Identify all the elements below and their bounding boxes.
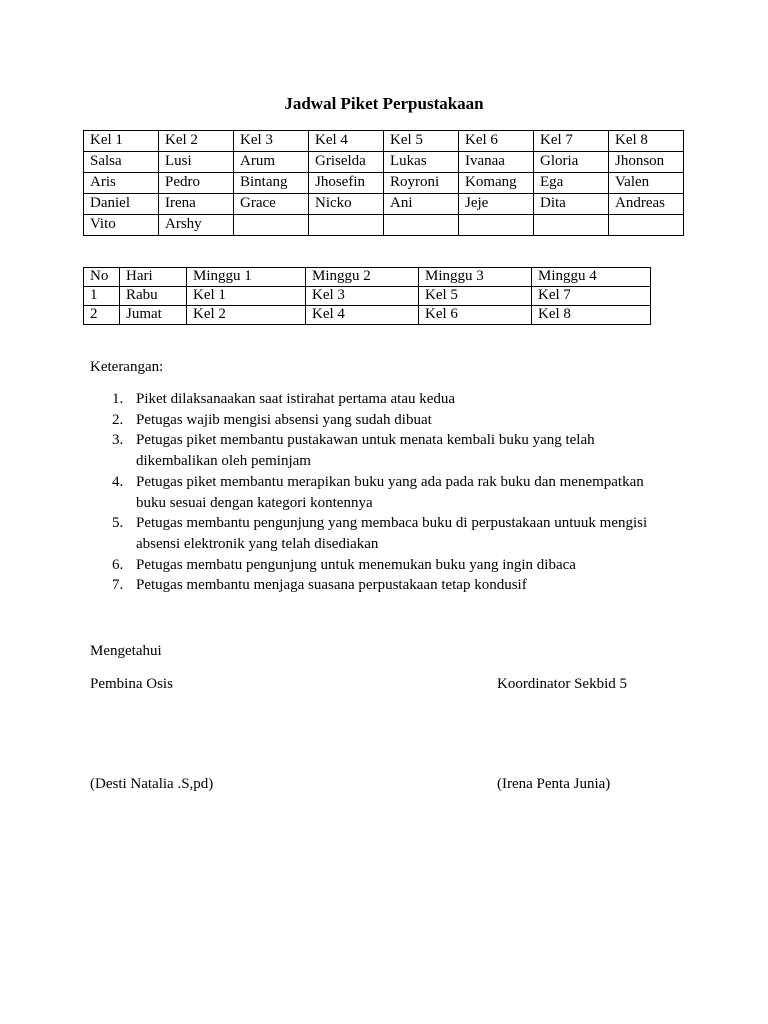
table-cell: Kel 3 (306, 287, 419, 306)
list-item-number: 5. (112, 515, 124, 532)
table-header-cell: Kel 8 (609, 131, 684, 152)
table-header-cell: Kel 7 (534, 131, 609, 152)
table-cell: Rabu (120, 287, 187, 306)
table-cell: Griselda (309, 152, 384, 173)
table-cell: Lukas (384, 152, 459, 173)
list-item-text: Petugas membantu menjaga suasana perpustakaan tetap kondusif (136, 577, 527, 594)
table-cell: Ani (384, 194, 459, 215)
table-cell: Bintang (234, 173, 309, 194)
table-row (84, 173, 684, 194)
table-cell: Kel 7 (532, 287, 651, 306)
table-header-cell: No (84, 268, 120, 287)
list-item-number: 6. (112, 556, 124, 573)
table-cell: Royroni (384, 173, 459, 194)
acknowledged-label: Mengetahui (90, 643, 162, 659)
table-cell: Grace (234, 194, 309, 215)
list-item (90, 555, 670, 576)
table-header-cell: Minggu 4 (532, 268, 651, 287)
table-cell: Lusi (159, 152, 234, 173)
table-cell: Pedro (159, 173, 234, 194)
table-row (84, 306, 651, 325)
table-cell (384, 215, 459, 236)
table-cell: Dita (534, 194, 609, 215)
table-cell: Jhonson (609, 152, 684, 173)
list-item-text: Piket dilaksanaakan saat istirahat pertama atau kedua (136, 391, 456, 407)
table-cell (534, 215, 609, 236)
list-item (90, 389, 670, 410)
table-cell: Kel 5 (419, 287, 532, 306)
notes-list (90, 389, 670, 596)
table-header-cell: Kel 3 (234, 131, 309, 152)
group-members-table (83, 130, 684, 236)
right-signer-role: Koordinator Sekbid 5 (497, 676, 627, 692)
list-item (90, 575, 670, 596)
table-header-row (84, 131, 684, 152)
table-cell: 2 (84, 306, 120, 325)
table-row (84, 194, 684, 215)
table-header-cell: Kel 5 (384, 131, 459, 152)
table-cell: 1 (84, 287, 120, 306)
table-cell: Kel 2 (187, 306, 306, 325)
list-item-number: 4. (112, 473, 124, 490)
table-cell: Jhosefin (309, 173, 384, 194)
table-cell (459, 215, 534, 236)
table-cell: Ivanaa (459, 152, 534, 173)
document-title: Jadwal Piket Perpustakaan (284, 94, 484, 113)
table-cell: Gloria (534, 152, 609, 173)
table-cell: Daniel (84, 194, 159, 215)
table-cell: Komang (459, 173, 534, 194)
list-item-number: 7. (112, 577, 124, 594)
table-cell: Kel 8 (532, 306, 651, 325)
table-header-row (84, 268, 651, 287)
table-header-cell: Kel 4 (309, 131, 384, 152)
table-cell: Salsa (84, 152, 159, 173)
table-cell: Andreas (609, 194, 684, 215)
list-item (90, 513, 670, 554)
list-item (90, 472, 670, 513)
table-header-cell: Minggu 3 (419, 268, 532, 287)
list-item (90, 430, 670, 471)
table-cell: Irena (159, 194, 234, 215)
table-cell (234, 215, 309, 236)
list-item-text: Petugas wajib mengisi absensi yang sudah dibuat (136, 411, 432, 428)
table-row (84, 287, 651, 306)
table-header-cell: Hari (120, 268, 187, 287)
list-item-text: Petugas piket membantu merapikan buku yang ada pada rak buku dan menempatkan buku sesuai dengan kategori kontennya (136, 473, 644, 511)
table-row (84, 152, 684, 173)
list-item-number: 1. (112, 391, 124, 407)
list-item-text: Petugas membantu pengunjung yang membaca buku di perpustakaan untuuk mengisi absensi elektronik yang telah disediakan (136, 515, 648, 552)
list-item-number: 2. (112, 411, 124, 428)
table-cell: Kel 6 (419, 306, 532, 325)
left-signer-name: (Desti Natalia .S,pd) (90, 776, 214, 792)
table-cell: Nicko (309, 194, 384, 215)
table-cell: Vito (84, 215, 159, 236)
table-cell: Valen (609, 173, 684, 194)
table-header-cell: Minggu 2 (306, 268, 419, 287)
table-cell: Kel 4 (306, 306, 419, 325)
table-row (84, 215, 684, 236)
list-item (90, 410, 670, 431)
table-header-cell: Kel 2 (159, 131, 234, 152)
table-cell: Arum (234, 152, 309, 173)
table-cell (609, 215, 684, 236)
notes-heading: Keterangan: (90, 359, 164, 375)
table-cell: Ega (534, 173, 609, 194)
right-signer-name: (Irena Penta Junia) (497, 776, 611, 792)
list-item-text: Petugas piket membantu pustakawan untuk menata kembali buku yang telah dikembalikan oleh peminjam (136, 432, 595, 470)
table-cell: Jumat (120, 306, 187, 325)
list-item-number: 3. (112, 432, 124, 449)
table-cell (309, 215, 384, 236)
left-signer-role: Pembina Osis (90, 676, 173, 692)
table-cell: Jeje (459, 194, 534, 215)
table-header-cell: Kel 6 (459, 131, 534, 152)
table-cell: Arshy (159, 215, 234, 236)
table-cell: Kel 1 (187, 287, 306, 306)
duty-schedule-table (83, 267, 651, 325)
table-cell: Aris (84, 173, 159, 194)
table-header-cell: Minggu 1 (187, 268, 306, 287)
table-header-cell: Kel 1 (84, 131, 159, 152)
list-item-text: Petugas membatu pengunjung untuk menemukan buku yang ingin dibaca (136, 556, 576, 573)
